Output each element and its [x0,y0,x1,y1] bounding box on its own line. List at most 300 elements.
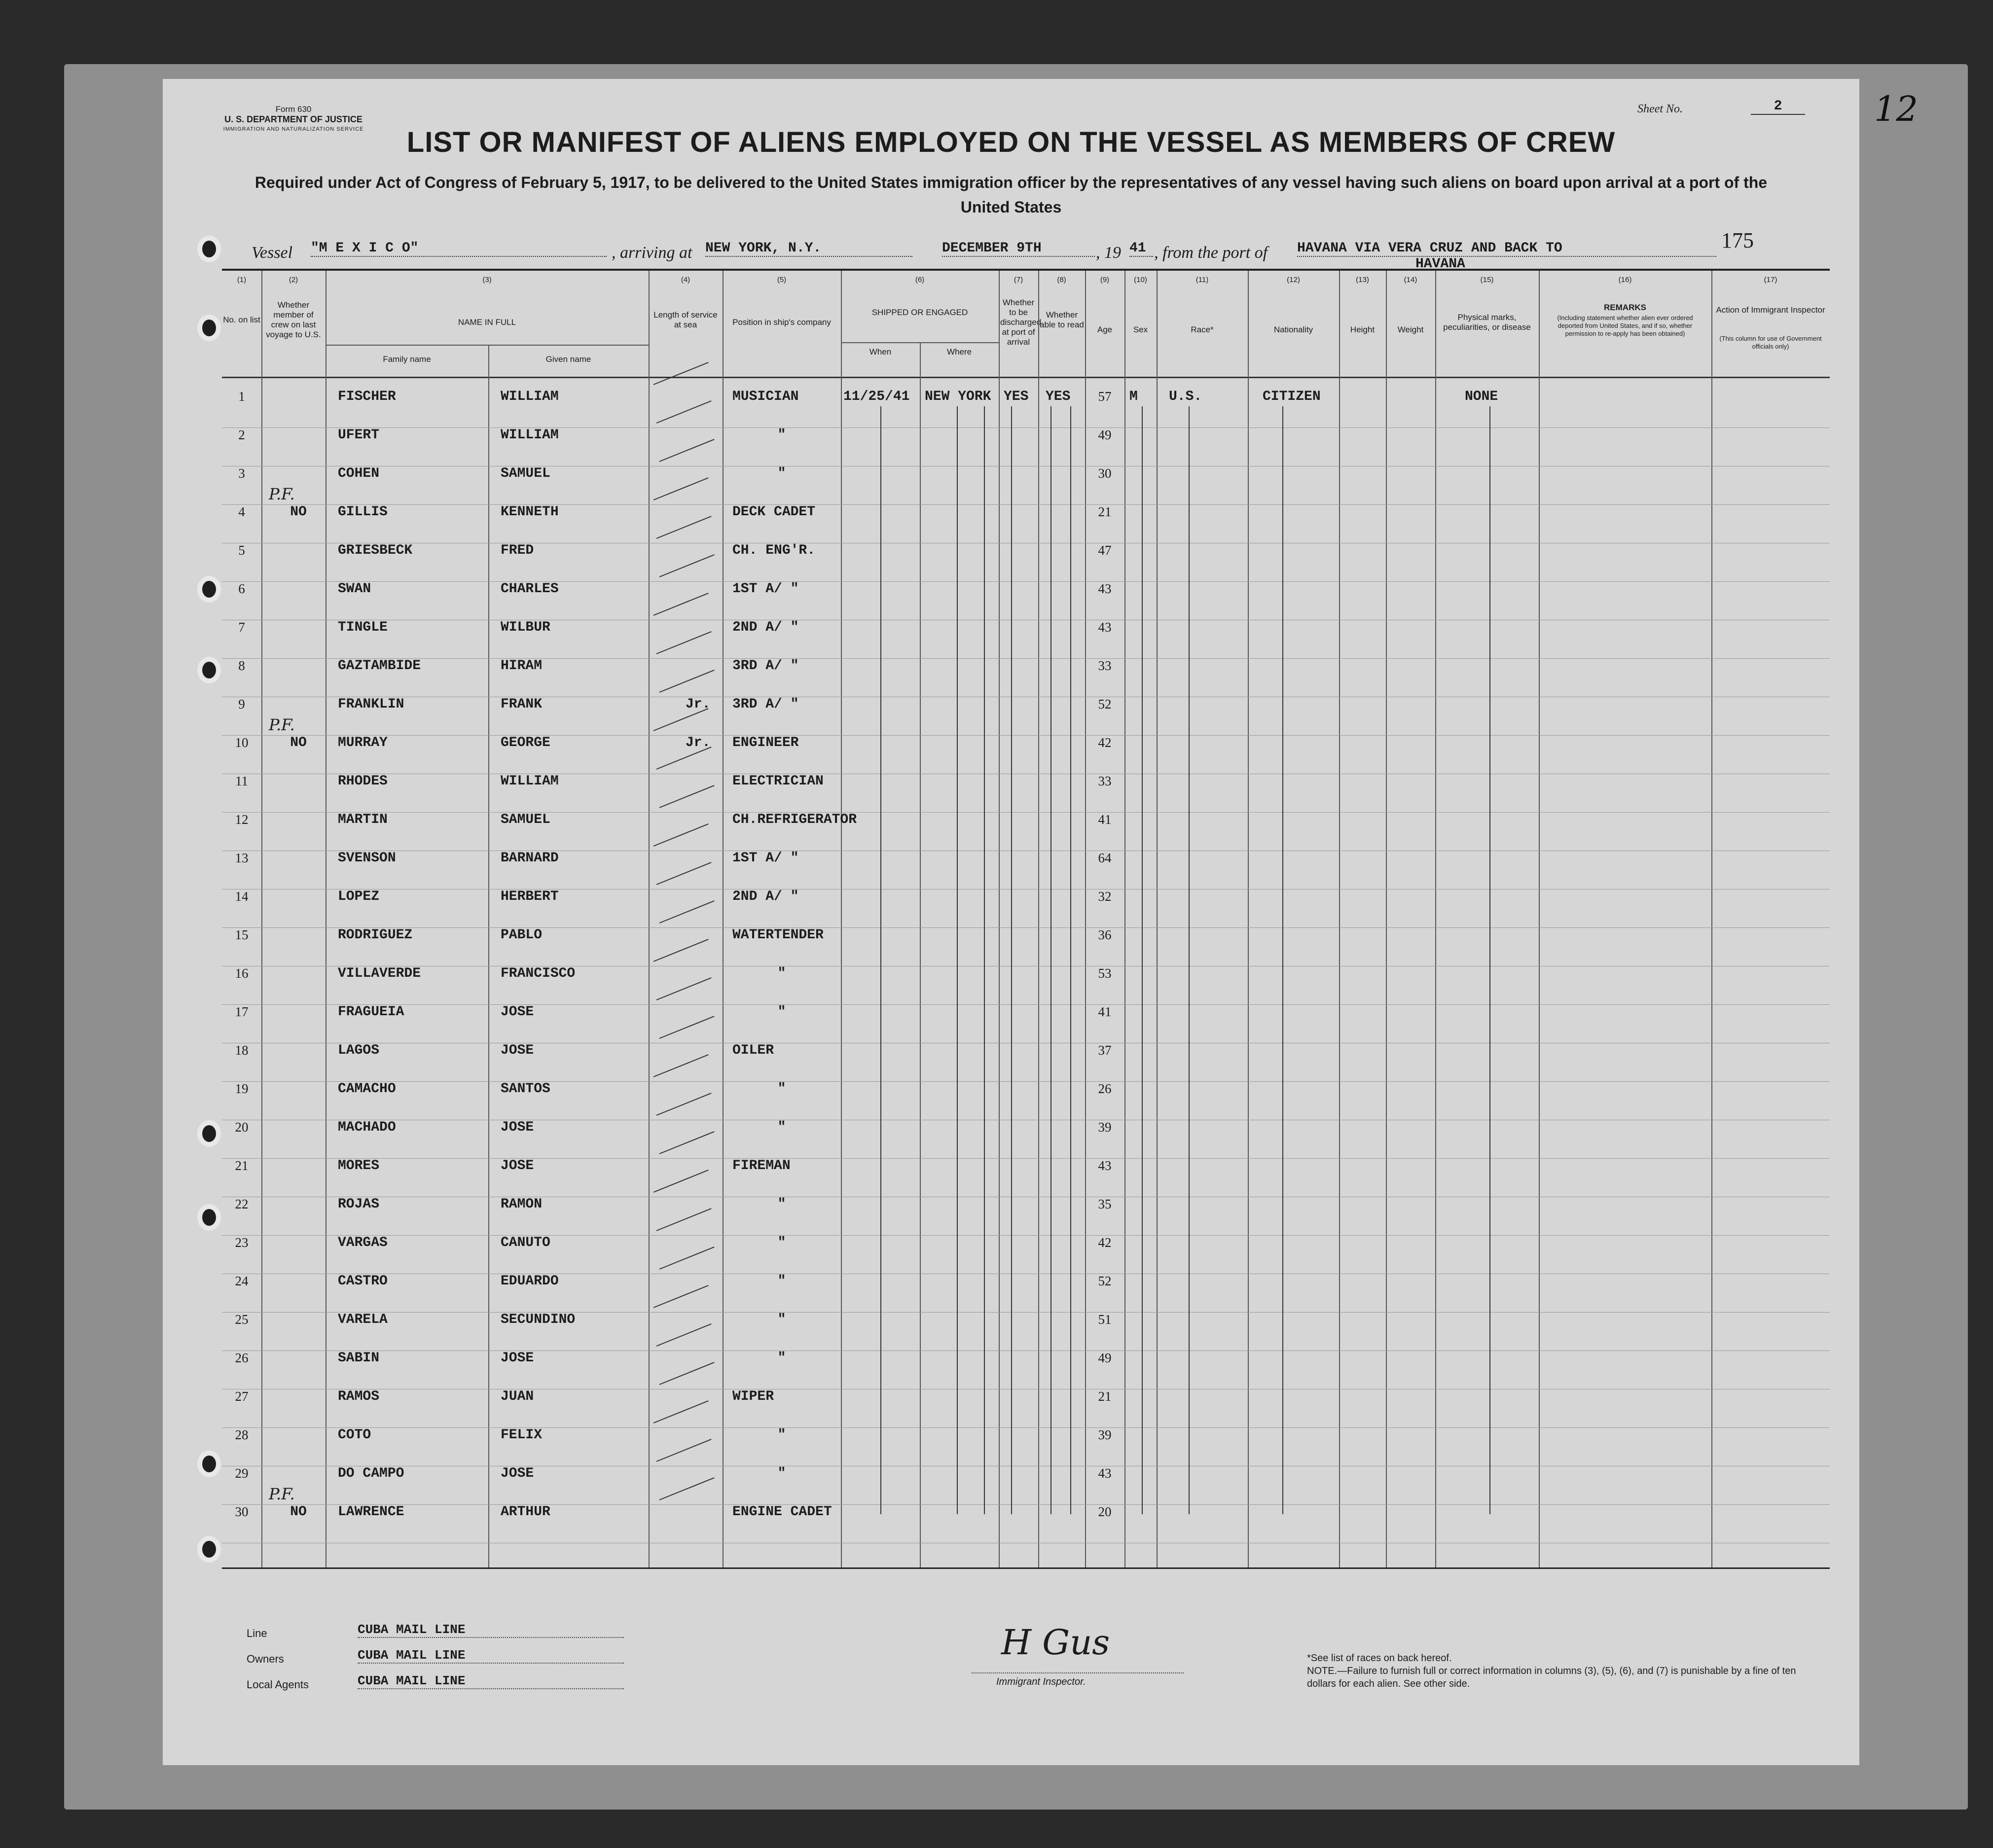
given-name: FRANCISCO [501,966,576,981]
position: " [777,966,786,981]
length-of-service: Jr. [686,697,711,712]
row-number: 30 [235,1504,249,1519]
header-sex: Sex [1133,325,1148,334]
service-check-mark [656,516,712,539]
position: " [777,427,786,443]
family-name: ROJAS [338,1197,380,1212]
margin-mark: 12 [1874,89,1919,129]
family-name: MORES [338,1158,380,1173]
line-label: Line [247,1627,267,1639]
given-name: WILLIAM [501,389,559,404]
header-family-name: Family name [383,355,431,364]
row-number: 2 [238,427,245,442]
row-number: 11 [235,774,248,788]
binder-hole-icon [197,1120,221,1147]
age: 43 [1098,1158,1112,1173]
binder-hole-icon [197,1451,221,1477]
position: " [777,1197,786,1212]
service-check-mark [656,862,712,885]
position: " [777,1235,786,1250]
row-number: 26 [235,1350,249,1365]
header-age: Age [1097,325,1113,334]
service-check-mark [656,1093,712,1116]
position: ENGINEER [732,735,799,750]
given-name: FELIX [501,1427,543,1443]
page-title: LIST OR MANIFEST OF ALIENS EMPLOYED ON THE VESSEL AS MEMBERS OF CREW [406,126,1616,158]
column-divider [1711,271,1712,1567]
column-divider [920,342,921,1567]
row-number: 8 [238,658,245,673]
from-port-2: HAVANA [1415,256,1465,272]
service-check-mark [653,477,709,500]
vessel-line [212,232,1805,272]
manifest-sheet [163,79,1919,1765]
col-num: (8) [1057,276,1066,284]
ditto-line [880,406,881,1514]
given-name: JOSE [501,1350,534,1366]
given-name: FRED [501,543,534,558]
row-number: 25 [235,1312,249,1327]
ditto-line [1489,406,1490,1514]
age: 30 [1098,466,1112,481]
row-number: 12 [235,812,249,827]
service-check-mark [659,1362,715,1385]
column-divider [723,271,724,1567]
signature-line [972,1672,1184,1673]
pf-annotation: P.F. [269,1485,295,1503]
arriving-label: , arriving at [612,244,692,262]
family-name: GRIESBECK [338,543,413,558]
age: 21 [1098,1389,1112,1404]
row-rule [222,1235,1830,1236]
col-num: (13) [1356,276,1369,284]
row-rule [222,1158,1830,1159]
inspector-signature: H Gus [1001,1622,1110,1663]
family-name: LAWRENCE [338,1504,404,1520]
race-value: U.S. [1169,389,1202,404]
position: CH. ENG'R. [732,543,816,558]
position: 1ST A/ " [732,851,799,866]
service-check-mark [659,1477,715,1500]
family-name: FRANKLIN [338,697,404,712]
column-divider [1038,271,1039,1567]
column-divider [1157,271,1158,1567]
header-nationality: Nationality [1273,325,1313,334]
given-name: SANTOS [501,1081,550,1097]
discharged-value: YES [1004,389,1029,404]
service-check-mark [656,977,712,1000]
header-weight: Weight [1397,325,1424,334]
header-inspector-note: (This column for use of Government officials only) [1719,335,1822,350]
row-number: 21 [235,1158,249,1173]
service-check-mark [656,631,712,654]
service-check-mark [653,1285,709,1308]
agents-label: Local Agents [247,1678,309,1691]
family-name: SVENSON [338,851,396,866]
given-name: JOSE [501,1004,534,1020]
row-rule [222,581,1830,582]
col-num: (15) [1480,276,1494,284]
service-check-mark [659,900,715,924]
shipped-where: NEW YORK [925,389,991,404]
service-check-mark [656,746,712,770]
service-check-mark [656,1208,712,1231]
row-number: 4 [238,504,245,519]
row-number: 23 [235,1235,249,1250]
column-divider [841,271,842,1567]
service-check-mark [659,785,715,808]
owners-value: CUBA MAIL LINE [358,1648,624,1664]
position: WATERTENDER [732,927,824,943]
row-number: 27 [235,1389,249,1404]
position: 2ND A/ " [732,620,799,635]
given-name: WILBUR [501,620,550,635]
length-of-service: Jr. [686,735,711,750]
age: 41 [1098,812,1112,827]
col-num: (4) [681,276,690,284]
service-check-mark [653,1054,709,1077]
row-number: 5 [238,543,245,558]
arrival-year: 41 [1129,241,1153,257]
row-number: 20 [235,1120,249,1135]
vessel-label: Vessel [252,244,293,262]
given-name: RAMON [501,1197,543,1212]
service-check-mark [653,823,709,847]
column-divider [649,271,650,1567]
position: ELECTRICIAN [732,774,824,789]
header-subdivider [326,345,649,346]
row-rule [222,1504,1830,1505]
column-divider [1248,271,1249,1567]
age: 43 [1098,620,1112,635]
col-num: (9) [1100,276,1110,284]
family-name: FRAGUEIA [338,1004,404,1020]
sheet-no-label: Sheet No. [1637,103,1683,115]
row-rule [222,1427,1830,1428]
service-check-mark [653,593,709,616]
position: DECK CADET [732,504,816,520]
row-number: 10 [235,735,249,750]
row-number: 19 [235,1081,249,1096]
able-read-value: YES [1046,389,1071,404]
given-name: EDUARDO [501,1274,559,1289]
family-name: MARTIN [338,812,388,827]
given-name: KENNETH [501,504,559,520]
row-number: 14 [235,889,249,904]
family-name: FISCHER [338,389,396,404]
family-name: LAGOS [338,1043,380,1058]
family-name: DO CAMPO [338,1466,404,1481]
family-name: MURRAY [338,735,388,750]
family-name: VARGAS [338,1235,388,1250]
age: 42 [1098,1235,1112,1250]
position: 1ST A/ " [732,581,799,597]
row-rule [222,658,1830,659]
age: 57 [1098,389,1112,404]
given-name: BARNARD [501,851,559,866]
row-rule [222,927,1830,928]
family-name: VARELA [338,1312,388,1327]
row-rule [222,1081,1830,1082]
year-prefix: , 19 [1096,244,1121,262]
family-name: RAMOS [338,1389,380,1404]
age: 49 [1098,427,1112,442]
family-name: VILLAVERDE [338,966,421,981]
given-name: CANUTO [501,1235,550,1250]
age: 39 [1098,1427,1112,1442]
family-name: SWAN [338,581,371,597]
header-given-name: Given name [545,355,591,364]
column-divider [261,271,262,1567]
age: 43 [1098,581,1112,596]
age: 39 [1098,1120,1112,1135]
form-number: Form 630 [275,105,312,114]
given-name: SAMUEL [501,812,550,827]
column-divider [1085,271,1086,1567]
header-physical-marks: Physical marks, peculiarities, or disease [1443,313,1531,332]
position: " [777,1120,786,1135]
from-label: , from the port of [1154,244,1268,262]
races-note: *See list of races on back hereof. [1307,1653,1452,1664]
from-port: HAVANA VIA VERA CRUZ AND BACK TO [1297,241,1716,257]
col-num: (3) [482,276,492,284]
given-name: SECUNDINO [501,1312,576,1327]
age: 36 [1098,927,1112,942]
service-check-mark [653,708,709,731]
arrival-date: DECEMBER 9TH [942,241,1095,257]
ditto-line [957,406,958,1514]
row-number: 16 [235,966,249,981]
column-divider [488,345,489,1567]
header-race: Race* [1191,325,1214,334]
penalty-note: NOTE.—Failure to furnish full or correct information in columns (3), (5), (6), and (7) is punishable by a fine of ten dollars for each alien. See other side. [1307,1666,1796,1689]
column-divider [1539,271,1540,1567]
family-name: CASTRO [338,1274,388,1289]
row-rule [222,1004,1830,1005]
age: 41 [1098,1004,1112,1019]
age: 26 [1098,1081,1112,1096]
header-position: Position in ship's company [732,318,831,327]
age: 32 [1098,889,1112,904]
row-rule [222,504,1830,505]
age: 33 [1098,774,1112,788]
inspector-label: Immigrant Inspector. [996,1676,1086,1687]
header-shipped-engaged: SHIPPED OR ENGAGED [871,308,968,317]
col-num: (5) [777,276,787,284]
header-discharged: Whether to be discharged at port of arrival [1000,298,1042,347]
page-subtitle: Required under Act of Congress of February 5, 1917, to be delivered to the United States immigration officer by the representatives of any vessel having such aliens on board upon arrival at a port of the United States [254,174,1768,216]
age: 33 [1098,658,1112,673]
header-where: Where [946,347,972,356]
row-rule [222,427,1830,428]
row-number: 24 [235,1274,249,1288]
age: 37 [1098,1043,1112,1058]
given-name: PABLO [501,927,543,943]
row-number: 13 [235,851,249,865]
position: MUSICIAN [732,389,799,404]
given-name: JUAN [501,1389,534,1404]
family-name: LOPEZ [338,889,380,904]
ditto-line [1070,406,1071,1514]
col-num: (12) [1287,276,1300,284]
ditto-line [1189,406,1190,1514]
age: 47 [1098,543,1112,558]
family-name: GAZTAMBIDE [338,658,421,674]
age: 64 [1098,851,1112,865]
header-inspector-action: Action of Immigrant Inspector [1716,305,1825,315]
service-name: IMMIGRATION AND NATURALIZATION SERVICE [223,126,364,132]
family-name: RODRIGUEZ [338,927,413,943]
given-name: JOSE [501,1158,534,1173]
col-num: (7) [1014,276,1023,284]
header-able-read: Whether able to read [1040,310,1084,329]
given-name: CHARLES [501,581,559,597]
col-num: (1) [237,276,247,284]
agents-value: CUBA MAIL LINE [358,1673,624,1689]
col-num: (14) [1404,276,1417,284]
family-name: SABIN [338,1350,380,1366]
header-when: When [869,347,892,356]
sex-value: M [1129,389,1138,404]
age: 20 [1098,1504,1112,1519]
column-divider [999,271,1000,1567]
list-number: 175 [1721,228,1754,252]
header-height: Height [1350,325,1375,334]
position: " [777,466,786,481]
row-number: 9 [238,697,245,711]
service-check-mark [659,1246,715,1270]
row-number: 1 [238,389,245,404]
col-num: (6) [915,276,925,284]
service-check-mark [659,1131,715,1154]
position: ENGINE CADET [732,1504,832,1520]
service-check-mark [659,1016,715,1039]
given-name: JOSE [501,1466,534,1481]
position: FIREMAN [732,1158,791,1173]
service-check-mark [653,1400,709,1423]
family-name: CAMACHO [338,1081,396,1097]
row-number: 22 [235,1197,249,1211]
position: " [777,1350,786,1366]
nationality-value: CITIZEN [1263,389,1321,404]
pf-annotation: P.F. [269,715,295,734]
row-rule [222,1350,1830,1351]
row-rule [222,1312,1830,1313]
service-check-mark [659,439,715,462]
given-name: ARTHUR [501,1504,550,1520]
last-voyage-value: NO [290,504,307,520]
position: 3RD A/ " [732,697,799,712]
header-last-voyage: Whether member of crew on last voyage to U.S. [266,300,321,339]
position: CH.REFRIGERATOR [732,812,857,827]
crew-table [222,269,1830,1569]
age: 53 [1098,966,1112,981]
row-number: 18 [235,1043,249,1058]
age: 35 [1098,1197,1112,1211]
row-number: 6 [238,581,245,596]
position: WIPER [732,1389,774,1404]
row-number: 28 [235,1427,249,1442]
col-num: (2) [289,276,298,284]
row-rule [222,735,1830,736]
row-rule [222,812,1830,813]
col-num: (16) [1618,276,1632,284]
row-number: 3 [238,466,245,481]
column-divider [1339,271,1340,1567]
department: U. S. DEPARTMENT OF JUSTICE [224,114,362,124]
physical-marks-value: NONE [1465,389,1498,404]
row-number: 29 [235,1466,249,1481]
given-name: FRANK [501,697,543,712]
position: OILER [732,1043,774,1058]
position: " [777,1274,786,1289]
binder-hole-icon [197,576,221,603]
given-name: HIRAM [501,658,543,674]
family-name: MACHADO [338,1120,396,1135]
service-check-mark [656,1439,712,1462]
given-name: JOSE [501,1120,534,1135]
footer-notes [1307,1652,1800,1690]
age: 42 [1098,735,1112,750]
age: 49 [1098,1350,1112,1365]
shipped-when: 11/25/41 [843,389,910,404]
age: 51 [1098,1312,1112,1327]
given-name: WILLIAM [501,427,559,443]
column-divider [1124,271,1125,1567]
header-name-in-full: NAME IN FULL [458,318,516,327]
family-name: UFERT [338,427,380,443]
ditto-line [984,406,985,1514]
binder-hole-icon [197,1536,221,1563]
binder-hole-icon [197,315,221,341]
family-name: TINGLE [338,620,388,635]
given-name: SAMUEL [501,466,550,481]
sheet-no-value: 2 [1751,99,1805,115]
binder-hole-icon [197,1204,221,1231]
arrival-port: NEW YORK, N.Y. [705,241,912,257]
given-name: HERBERT [501,889,559,904]
position: 3RD A/ " [732,658,799,674]
ditto-line [1142,406,1143,1514]
header-length-service: Length of service at sea [653,310,718,329]
header-remarks: REMARKS [1604,303,1646,312]
col-num: (17) [1764,276,1777,284]
family-name: COTO [338,1427,371,1443]
row-number: 17 [235,1004,249,1019]
header-no-on-list: No. on list [223,315,260,324]
age: 43 [1098,1466,1112,1481]
pf-annotation: P.F. [269,485,295,503]
family-name: RHODES [338,774,388,789]
position: 2ND A/ " [732,889,799,904]
header-divider [222,377,1830,378]
vessel-name: "M E X I C O" [311,241,607,257]
service-check-mark [653,362,709,385]
binder-hole-icon [197,657,221,683]
last-voyage-value: NO [290,735,307,750]
ditto-line [1282,406,1283,1514]
service-check-mark [653,939,709,962]
family-name: COHEN [338,466,380,481]
column-divider [1435,271,1436,1567]
position: " [777,1312,786,1327]
owners-label: Owners [247,1653,284,1665]
position: " [777,1427,786,1443]
ditto-line [1011,406,1012,1514]
service-check-mark [653,1170,709,1193]
age: 21 [1098,504,1112,519]
family-name: GILLIS [338,504,388,520]
